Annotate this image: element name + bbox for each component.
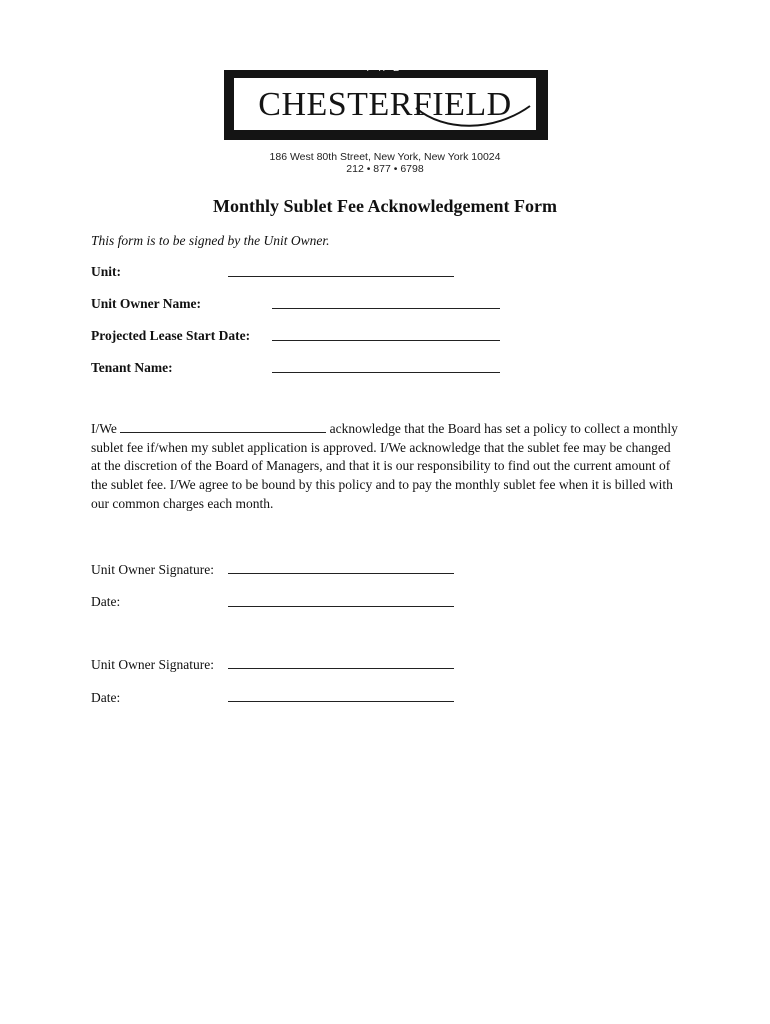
owner-name-field[interactable] [272, 308, 500, 309]
date-1-field[interactable] [228, 606, 454, 607]
logo-prefix: THE [365, 63, 407, 73]
signature-1-field[interactable] [228, 573, 454, 574]
form-title: Monthly Sublet Fee Acknowledgement Form [213, 196, 557, 216]
logo-wordmark: CHESTERFIELD [258, 86, 512, 123]
tenant-name-field[interactable] [272, 372, 500, 373]
date-1-label: Date: [91, 594, 121, 609]
form-intro: This form is to be signed by the Unit Owner. [91, 233, 330, 248]
address-street: 186 West 80th Street, New York, New York 10024 [269, 151, 501, 163]
paragraph-body: acknowledge that the Board has set a policy to collect a monthly sublet fee if/when my sublet application is approved. I/We acknowledge that the sublet fee may be changed at the discretion of the Board of Managers, and that it is our responsibility to find out the current amount of the sublet fee. I/We agree to be bound by this policy and to pay the monthly sublet fee when it is billed with our common charges each month. [91, 421, 678, 511]
unit-field[interactable] [228, 276, 454, 277]
name-blank-field[interactable] [120, 420, 326, 433]
tenant-name-label: Tenant Name: [91, 360, 173, 375]
date-2-field[interactable] [228, 701, 454, 702]
logo-panel [234, 78, 536, 130]
owner-name-label: Unit Owner Name: [91, 296, 201, 311]
lease-start-field[interactable] [272, 340, 500, 341]
unit-label: Unit: [91, 264, 121, 279]
date-2-label: Date: [91, 690, 121, 705]
signature-2-label: Unit Owner Signature: [91, 657, 214, 672]
lease-start-label: Projected Lease Start Date: [91, 328, 251, 343]
paragraph-prefix: I/We [91, 421, 117, 436]
signature-1-label: Unit Owner Signature: [91, 562, 214, 577]
chesterfield-logo [224, 63, 548, 140]
address-phone: 212 • 877 • 6798 [346, 163, 424, 175]
acknowledgement-paragraph [91, 420, 681, 514]
signature-2-field[interactable] [228, 668, 454, 669]
logo-swoosh-icon [414, 102, 534, 130]
